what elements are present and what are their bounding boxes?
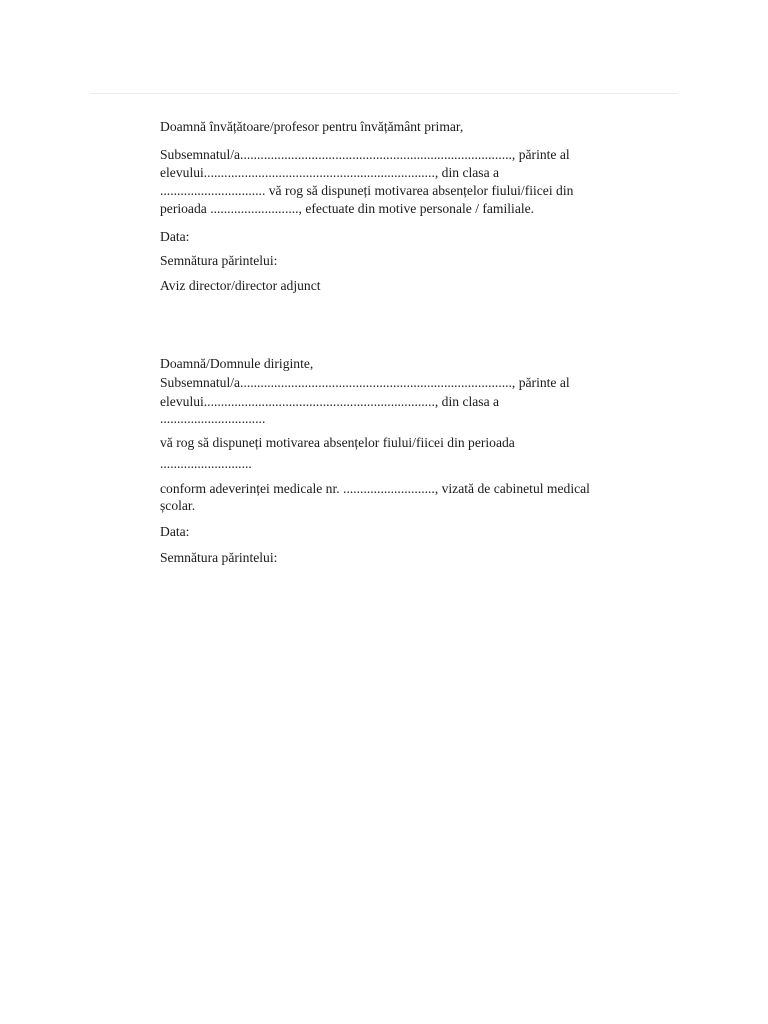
parent-signature-label: Semnătura părintelui: [160,550,278,565]
period-dots: ........................... [160,456,252,471]
salutation-teacher: Doamnă învățătoare/profesor pentru învățământ primar, [160,119,464,134]
date-label: Data: [160,524,190,539]
request-body-line-4: perioada .........................., efectuate din motive personale / familiale. [160,201,535,216]
request-body-line-3: ............................... vă rog să dispuneți motivarea absențelor fiului/fiicei din [160,183,574,198]
date-label: Data: [160,229,190,244]
medical-certificate-line-1: conform adeverinței medicale nr. ..........................., vizată de cabinetul medical [160,481,590,496]
medical-certificate-line-2: școlar. [160,498,196,513]
page-top-divider [90,93,678,94]
request-body-line-2: elevului...................................................................., din clasa a [160,394,500,409]
request-body-line-2: elevului...................................................................., din clasa a [160,165,500,180]
director-approval-label: Aviz director/director adjunct [160,278,321,293]
request-body-line-3: ............................... [160,411,266,426]
request-body-line-1: Subsemnatul/a................................................................................, părinte al [160,147,570,162]
absence-request-line: vă rog să dispuneți motivarea absențelor fiului/fiicei din perioada [160,435,515,450]
salutation-homeroom-teacher: Doamnă/Domnule diriginte, [160,356,314,371]
request-body-line-1: Subsemnatul/a................................................................................, părinte al [160,375,570,390]
parent-signature-label: Semnătura părintelui: [160,253,278,268]
